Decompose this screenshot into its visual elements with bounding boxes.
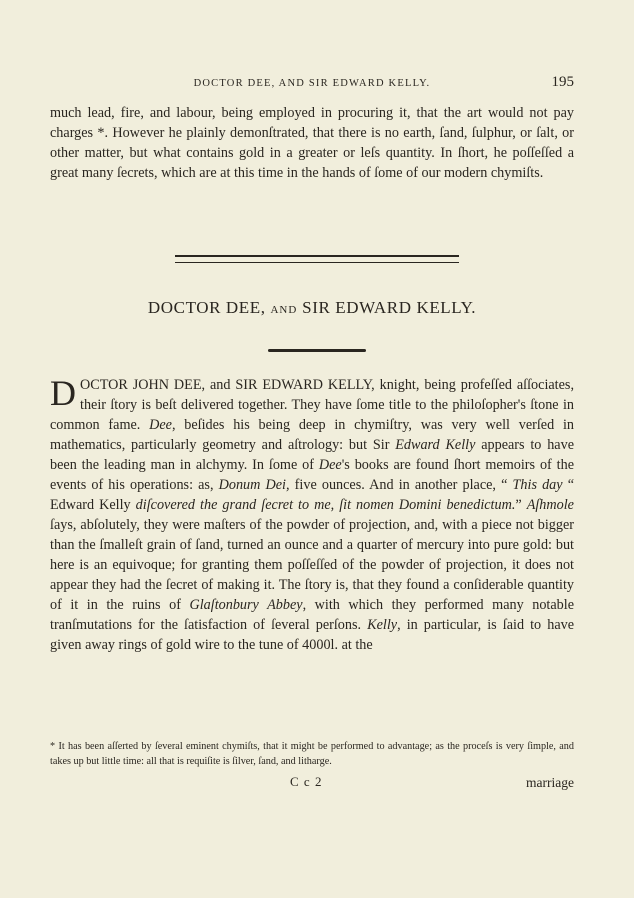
chapter-heading-and: AND [270,304,298,316]
italic-run: This day [512,477,563,493]
page-number: 195 [551,74,574,90]
text-run: ” [515,497,527,513]
italic-run: Dee [318,457,342,473]
signature-mark: C c 2 [290,774,323,789]
text-run: , with which they performed many notable tranſmutations for the ſatisfaction of ſeveral perſons. [50,597,574,633]
text-run: OCTOR JOHN DEE, and SIR EDWARD KELLY, knight, being profeſſed aſſociates, their ſtory is beſt delivered together. They have ſome title to the philoſopher's ſtone in common fame. [50,377,574,433]
section-divider-rule [175,255,459,263]
text-run: “ Edward Kelly [50,477,574,513]
running-title: DOCTOR DEE, AND SIR EDWARD KELLY. [193,78,431,89]
paragraph-dee-kelly [50,375,574,655]
text-run: five ounces. And in another place, “ [289,477,513,493]
italic-run: Donum Dei, [218,477,290,493]
text-run: , in particular, is ſaid to have given away rings of gold wire to the tune of 4000l. at the [50,617,575,653]
text-run: , beſides his being deep in chymiſtry, was very well verſed in mathematics, particularly geometry and aſtrology: but Sir [50,417,574,453]
chapter-heading [50,298,574,318]
text-run: appears to have been the leading man in alchymy. In ſome of [50,437,574,473]
chapter-heading-part2: SIR EDWARD KELLY. [302,298,477,317]
italic-run: Kelly [367,617,398,633]
text-run: 's books are found ſhort memoirs of the events of his operations: as, [50,457,574,493]
italic-run: Edward Kelly [395,437,476,453]
paragraph-continued: much lead, fire, and labour, being employed in procuring it, that the art would not pay charges *. However he plainly demonſtrated, that there is no earth, ſand, ſulphur, or ſalt, or other matter, but what contains gold in a greater or leſs quantity. In ſhort, he poſſeſſed a great many ſecrets, which are at this time in the hands of ſome of our modern chymiſts. [50,105,574,181]
drop-cap: D [50,373,76,413]
text-run: ſays, abſolutely, they were maſters of the powder of projection, and, with a piece not bigger than the ſmalleſt grain of ſand, turned an ounce and a quarter of mercury into pure gold: but here is an equivoque; for granting them poſſeſſed of the powder of projection, it does not appear they had the ſecret of making it. The ſtory is, that they found a conſiderable quantity of it in the ruins of [50,517,574,613]
italic-run: Dee [149,417,172,433]
heading-ornament-rule [268,349,366,352]
running-head [50,74,574,94]
italic-run: Glaſtonbury Abbey [189,597,303,613]
footnote: * It has been aſſerted by ſeveral eminent chymiſts, that it might be performed to advantage; as the proceſs is very ſimple, and takes up but little time: all that is requiſite is ſilver, ſand, and litharge. [50,741,574,767]
chapter-heading-part1: DOCTOR DEE, [147,298,266,317]
italic-run: diſcovered the grand ſecret to me, ſit nomen Domini benedictum. [135,497,516,513]
italic-run: Aſhmole [526,497,574,513]
catchword: marriage [526,775,574,790]
